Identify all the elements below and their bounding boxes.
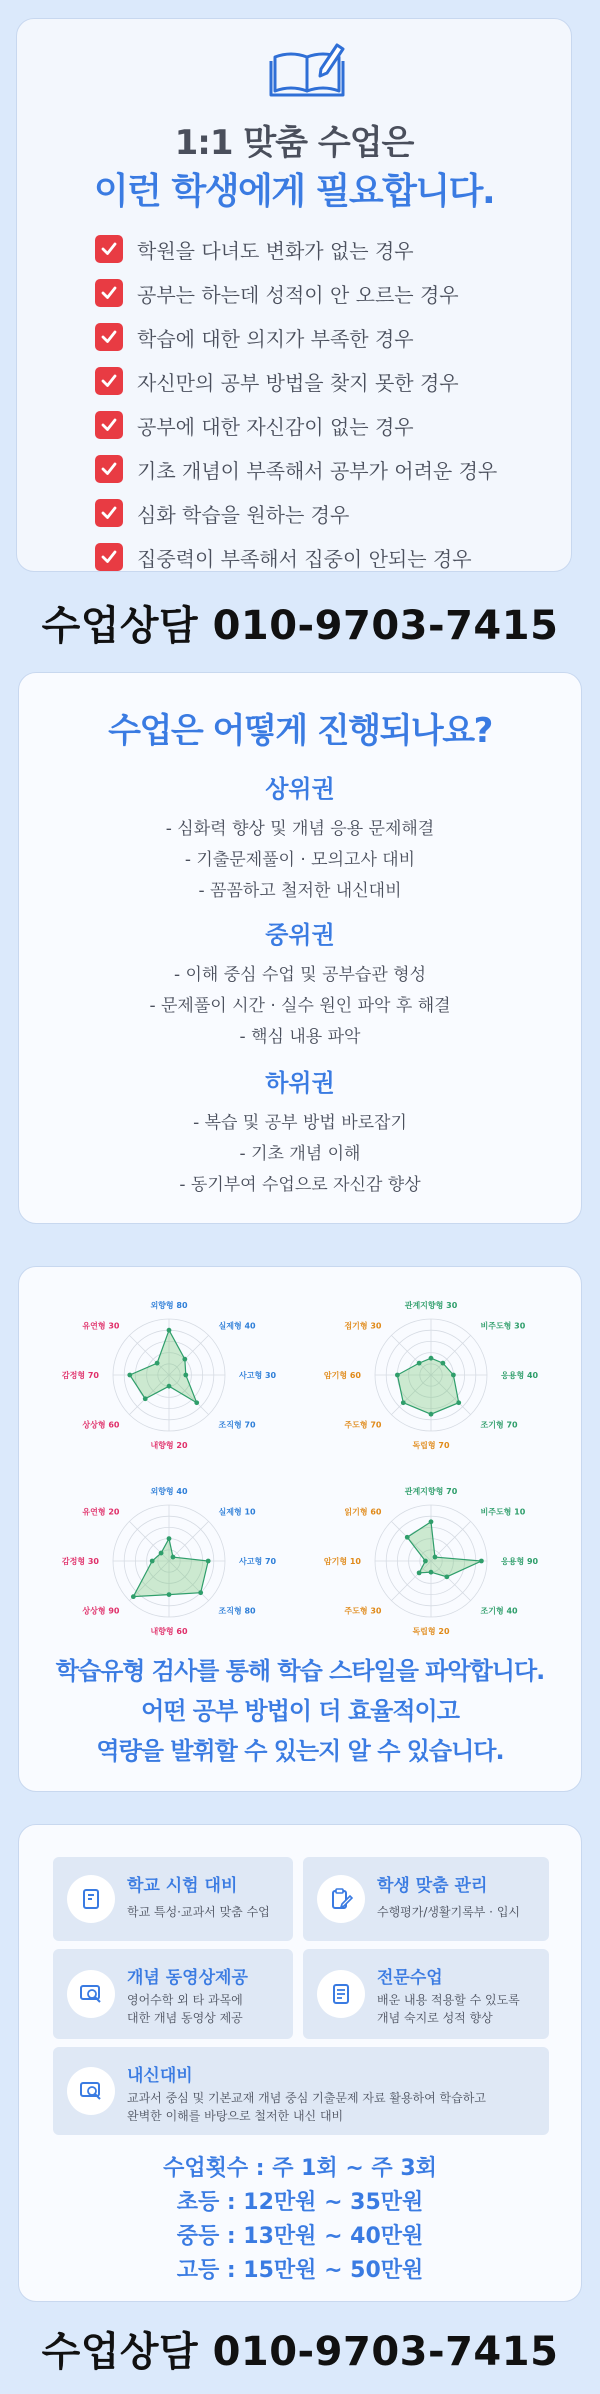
price-elementary: 초등 : 12만원 ~ 35만원 [176, 2190, 424, 2215]
radar-chart [39, 1475, 299, 1645]
radar-data-point [405, 1535, 410, 1540]
radar-data-point [395, 1373, 400, 1378]
phone-consult-cta[interactable]: 수업상담 010-9703-7415 [41, 603, 559, 649]
radar-data-point [198, 1590, 203, 1595]
radar-data-point [429, 1519, 434, 1524]
radar-axis-label: 조기형 70 [480, 1420, 518, 1430]
radar-axis-label: 상상형 60 [82, 1420, 120, 1430]
radar-data-point [429, 1570, 434, 1575]
radar-axis-label: 유연형 30 [82, 1321, 120, 1331]
radar-data-point [167, 1536, 172, 1541]
radar-data-point [171, 1555, 176, 1560]
level-line: - 동기부여 수업으로 자신감 향상 [179, 1175, 421, 1195]
check-icon [95, 279, 123, 307]
feature-expert-class [303, 1949, 549, 2039]
radar-data-point [150, 1559, 155, 1564]
feature-concept-video [53, 1949, 293, 2039]
check-icon [95, 367, 123, 395]
level-line: - 기초 개념 이해 [239, 1144, 361, 1164]
checklist-item [95, 271, 497, 315]
radar-axis-label: 상상형 90 [82, 1606, 120, 1616]
radar-data-point [433, 1555, 438, 1560]
feature-desc: 완벽한 이해를 바탕으로 철저한 내신 대비 [127, 2109, 344, 2123]
price-middle: 중등 : 13만원 ~ 40만원 [176, 2224, 424, 2249]
checklist-item [95, 315, 497, 359]
checklist-item [95, 447, 497, 491]
video-search-icon [67, 1970, 115, 2018]
radar-axis [431, 1521, 471, 1561]
check-icon [95, 411, 123, 439]
feature-student-care [303, 1857, 549, 1941]
checklist-item [95, 535, 497, 579]
checklist-item-label: 학습에 대한 의지가 부족한 경우 [137, 326, 414, 351]
checklist [95, 227, 497, 579]
check-icon [95, 543, 123, 571]
radar-data-point [444, 1574, 449, 1579]
radar-data-point [183, 1373, 188, 1378]
radar-chart [301, 1475, 561, 1645]
checklist-item-label: 자신만의 공부 방법을 찾지 못한 경우 [137, 370, 459, 395]
radar-data-point [155, 1361, 160, 1366]
radar-data-point [456, 1400, 461, 1405]
radar-axis-label: 조기형 40 [480, 1606, 518, 1616]
radar-axis-label: 조직형 80 [218, 1606, 256, 1616]
feature-school-exam [53, 1857, 293, 1941]
text-line: 어떤 공부 방법이 더 효율적이고 [141, 1697, 459, 1725]
checklist-item-label: 심화 학습을 원하는 경우 [137, 502, 350, 527]
feature-title: 내신대비 [127, 2066, 193, 2086]
target-students-card [16, 18, 572, 572]
radar-axis-label: 내향형 60 [150, 1627, 188, 1636]
open-book-pen-icon [269, 39, 349, 99]
radar-data-point [401, 1400, 406, 1405]
radar-axis-label: 실제형 40 [218, 1321, 256, 1331]
radar-data-point [451, 1373, 456, 1378]
checklist-item [95, 227, 497, 271]
radar-axis-label: 암기형 60 [323, 1371, 361, 1380]
radar-axis-label: 응용형 90 [501, 1557, 539, 1566]
feature-title: 학생 맞춤 관리 [377, 1876, 488, 1896]
level-line: - 문제풀이 시간 · 실수 원인 파악 후 해결 [149, 996, 451, 1016]
checklist-item [95, 403, 497, 447]
radar-axis-label: 응용형 40 [501, 1371, 539, 1380]
checklist-item-label: 공부에 대한 자신감이 없는 경우 [137, 414, 414, 439]
radar-axis-label: 내향형 20 [150, 1441, 188, 1450]
radar-data-point [131, 1594, 136, 1599]
document-icon [317, 1970, 365, 2018]
level-line: - 기출문제풀이 · 모의고사 대비 [184, 850, 416, 870]
check-icon [95, 235, 123, 263]
feature-school-test-prep [53, 2047, 549, 2135]
check-icon [95, 499, 123, 527]
section-title-line2: 이런 학생에게 필요합니다. [93, 171, 495, 212]
radar-series-area [133, 1539, 208, 1597]
radar-axis-label: 유연형 20 [82, 1507, 120, 1517]
clipboard-pen-icon [317, 1875, 365, 1923]
level-line: - 핵심 내용 파악 [239, 1027, 361, 1047]
level-top [19, 769, 581, 907]
features-pricing-card [18, 1824, 582, 2302]
radar-axis-label: 관계지향형 30 [404, 1301, 458, 1310]
check-icon [95, 455, 123, 483]
radar-data-point [417, 1570, 422, 1575]
learning-style-text [19, 1651, 581, 1771]
radar-data-point [479, 1559, 484, 1564]
radar-axis-label: 독립형 70 [412, 1441, 450, 1450]
feature-title: 개념 동영상제공 [127, 1968, 248, 1988]
radar-axis-label: 비주도형 10 [480, 1507, 526, 1517]
radar-chart [39, 1289, 299, 1459]
radar-axis-label: 조직형 70 [218, 1420, 256, 1430]
level-middle [19, 915, 581, 1053]
checklist-item-label: 공부는 하는데 성적이 안 오르는 경우 [137, 282, 459, 307]
monitor-search-icon [67, 2067, 115, 2115]
radar-data-point [429, 1412, 434, 1417]
class-frequency: 수업횟수 : 주 1회 ~ 주 3회 [163, 2156, 437, 2181]
feature-title: 전문수업 [377, 1968, 443, 1988]
radar-axis [169, 1521, 209, 1561]
class-process-card [18, 672, 582, 1224]
radar-axis-label: 주도형 30 [344, 1606, 382, 1616]
level-title: 하위권 [265, 1069, 335, 1097]
radar-axis-label: 외향형 80 [150, 1301, 188, 1310]
level-bottom [19, 1063, 581, 1201]
feature-title: 학교 시험 대비 [127, 1876, 238, 1896]
checklist-item [95, 491, 497, 535]
radar-axis-label: 관계지향형 70 [404, 1487, 458, 1496]
level-line: - 이해 중심 수업 및 공부습관 형성 [173, 965, 427, 985]
radar-data-point [206, 1559, 211, 1564]
feature-desc: 대한 개념 동영상 제공 [127, 2011, 243, 2025]
section-title-line1: 1:1 맞춤 수업은 [174, 123, 414, 163]
radar-data-point [423, 1559, 428, 1564]
radar-data-point [159, 1551, 164, 1556]
checklist-item-label: 집중력이 부족해서 집중이 안되는 경우 [137, 546, 472, 571]
section-title: 수업은 어떻게 진행되나요? [108, 711, 492, 751]
level-line: - 복습 및 공부 방법 바로잡기 [193, 1113, 407, 1133]
book-icon [67, 1875, 115, 1923]
radar-axis-label: 암기형 10 [323, 1557, 361, 1566]
radar-data-point [127, 1373, 132, 1378]
phone-consult-cta[interactable]: 수업상담 010-9703-7415 [41, 2329, 559, 2375]
radar-data-point [143, 1396, 148, 1401]
text-line: 학습유형 검사를 통해 학습 스타일을 파악합니다. [55, 1657, 545, 1685]
radar-data-point [167, 1592, 172, 1597]
radar-axis-label: 비주도형 30 [480, 1321, 526, 1331]
radar-data-point [182, 1357, 187, 1362]
feature-desc: 학교 특성·교과서 맞춤 수업 [127, 1905, 270, 1919]
radar-axis-label: 사고형 70 [239, 1557, 277, 1566]
radar-axis-label: 독립형 20 [412, 1627, 450, 1636]
feature-desc: 배운 내용 적용할 수 있도록 [377, 1993, 520, 2007]
text-line: 역량을 발휘할 수 있는지 알 수 있습니다. [96, 1737, 504, 1765]
level-line: - 꼼꼼하고 철저한 내신대비 [198, 881, 402, 901]
checklist-item-label: 학원을 다녀도 변화가 없는 경우 [137, 238, 414, 263]
radar-axis-label: 주도형 70 [344, 1420, 382, 1430]
radar-data-point [429, 1356, 434, 1361]
feature-desc: 영어수학 외 타 과목에 [127, 1993, 243, 2007]
radar-axis-label: 외향형 40 [150, 1487, 188, 1496]
level-title: 상위권 [265, 775, 335, 803]
radar-chart [301, 1289, 561, 1459]
checklist-item-label: 기초 개념이 부족해서 공부가 어려운 경우 [137, 458, 498, 483]
radar-data-point [167, 1384, 172, 1389]
radar-data-point [194, 1400, 199, 1405]
feature-desc: 개념 숙지로 성적 향상 [377, 2011, 493, 2025]
level-line: - 심화력 향상 및 개념 응용 문제해결 [165, 819, 435, 839]
feature-desc: 교과서 중심 및 기본교재 개념 중심 기출문제 자료 활용하여 학습하고 [127, 2091, 486, 2105]
radar-axis-label: 사고형 30 [239, 1371, 277, 1380]
radar-data-point [417, 1361, 422, 1366]
level-title: 중위권 [265, 921, 335, 949]
radar-data-point [167, 1328, 172, 1333]
learning-style-card [18, 1266, 582, 1792]
radar-axis-label: 접기형 30 [344, 1321, 382, 1331]
radar-axis-label: 읽기형 60 [344, 1507, 382, 1517]
price-high: 고등 : 15만원 ~ 50만원 [176, 2258, 424, 2283]
radar-axis-label: 실제형 10 [218, 1507, 256, 1517]
radar-axis-label: 감정형 30 [61, 1557, 99, 1566]
feature-desc: 수행평가/생활기록부 · 입시 [377, 1905, 520, 1919]
checklist-item [95, 359, 497, 403]
radar-series-area [397, 1358, 458, 1414]
radar-data-point [440, 1361, 445, 1366]
radar-axis-label: 감정형 70 [61, 1371, 99, 1380]
check-icon [95, 323, 123, 351]
